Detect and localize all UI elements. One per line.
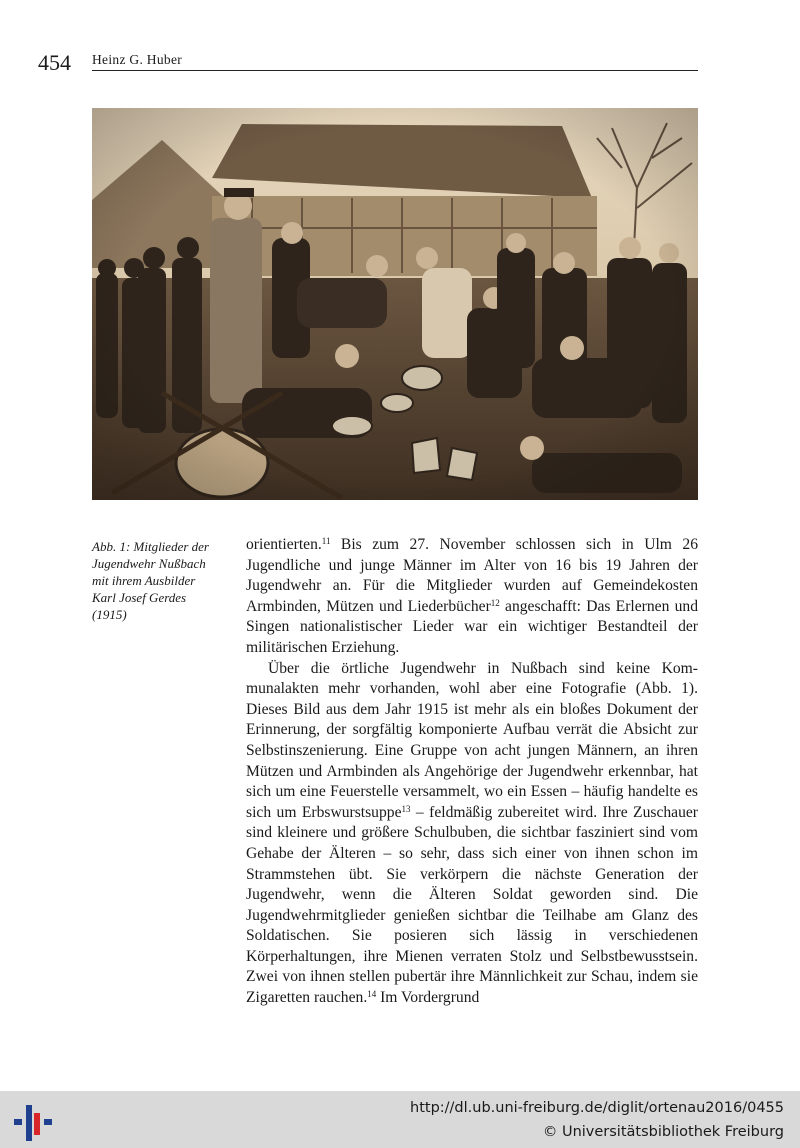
footnote-ref-13[interactable]: 13 (401, 803, 411, 814)
caption-line: Karl Josef Gerdes (92, 590, 187, 605)
body-text (246, 535, 698, 1009)
figure-caption (92, 538, 232, 623)
caption-line: mit ihrem Ausbilder (92, 573, 196, 588)
footer-copyright: © Universitätsbibliothek Freiburg (542, 1124, 784, 1140)
caption-line: Abb. 1: Mitglieder der (92, 539, 209, 554)
footer-url-link[interactable]: http://dl.ub.uni-freiburg.de/diglit/ortenau2016/0455 (410, 1100, 784, 1116)
caption-line: Jugendwehr Nußbach (92, 556, 206, 571)
historical-group-photo (92, 108, 698, 500)
footer-bar (0, 1091, 800, 1148)
text-run: orientierten. (246, 536, 322, 553)
text-run: Über die örtliche Jugendwehr in Nußbach sind keine Kommunalakten mehr vorhanden, wohl aber eine Fotografie (Abb. 1). Dieses Bild aus dem Jahr 1915 ist mehr als ein bloßes Dokument der Erinnerung, der sorgfältig komponierte Aufbau verrät die Absicht zur Selbstinszenierung. Eine Gruppe von acht jungen Männern, an ihren Mützen und Armbinden als Angehörige der Jugendwehr erkennbar, hat sich um eine Feuerstelle versammelt, wo ein Essen – häufig handelte es sich um Erbswurstsuppe (246, 659, 698, 821)
footnote-ref-14[interactable]: 14 (367, 989, 377, 1000)
caption-line: (1915) (92, 607, 127, 622)
footnote-ref-12[interactable]: 12 (490, 597, 500, 608)
footnote-ref-11[interactable]: 11 (321, 536, 331, 546)
text-run: Bis zum 27. November schlossen sich in Ulm 26 Jugendliche und junge Männer im Alter von 16 bis 19 Jahren der Jugendwehr an. Für die Mitglieder wurden auf Gemeindekosten Armbinden, Mützen und Liederbücher (246, 536, 698, 615)
header-rule (92, 70, 698, 71)
page-number: 454 (38, 50, 71, 75)
ub-freiburg-logo-icon[interactable] (12, 1101, 52, 1141)
text-run: Im Vordergrund (376, 989, 480, 1007)
paragraph-1 (246, 535, 698, 659)
text-run: angeschafft: Das Erlernen und Singen nationalistischer Lieder war ein wichtiger Bestandteil der militärischen Erziehung. (246, 597, 698, 656)
running-head-author: Heinz G. Huber (92, 52, 183, 67)
text-run: – feldmäßig zubereitet wird. Ihre Zuschauer sind kleinere und größere Schulbuben, die sichtbar fasziniert sind vom Gehabe der Älteren – so sehr, dass sich einer von ihnen schon im Strammstehen übt. Sie verkörpern die nächste Generation der Jugendwehr, wenn die Älteren Soldat geworden sind. Die Jugendwehrmitglieder genießen sichtbar die Teilhabe am Glanz des Soldatischen. Sie posieren sich lässig in verschiedenen Körperhaltungen, ihre Mienen verraten Stolz und Selbstbewusstsein. Zwei von ihnen stellen pubertär ihre Männlichkeit zur Schau, indem sie Zigaretten rauchen. (246, 803, 698, 1007)
paragraph-2 (246, 659, 698, 1009)
